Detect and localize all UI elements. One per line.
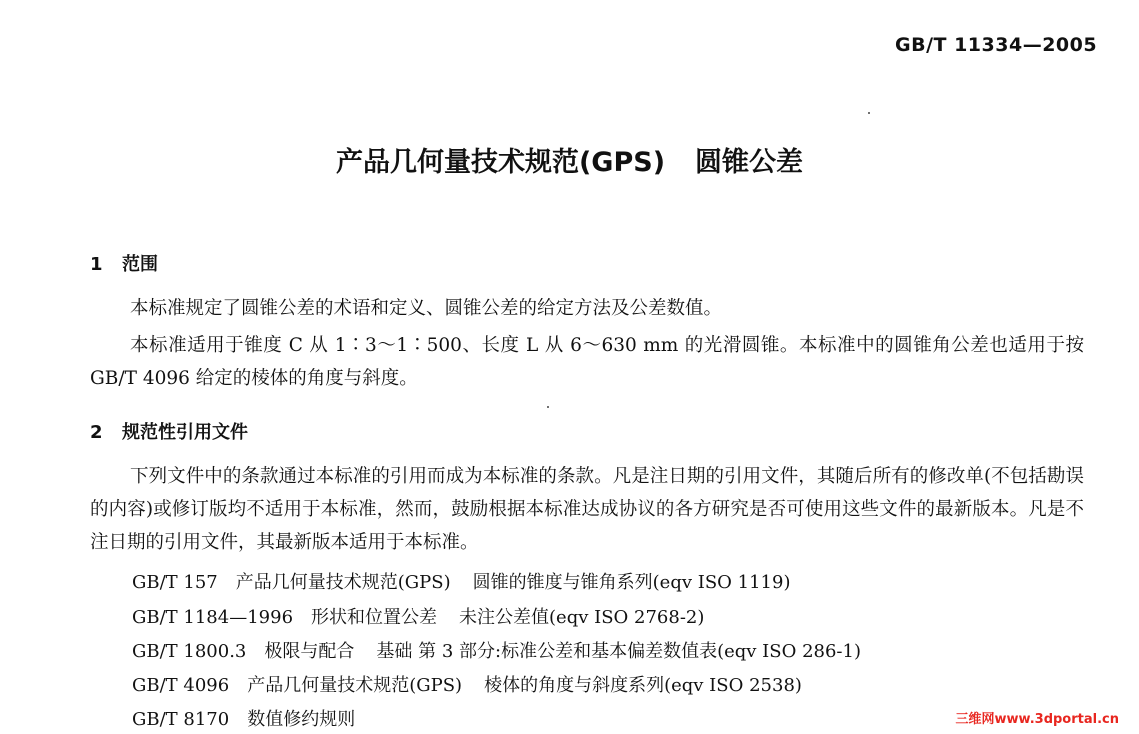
title-sub: 圆锥公差: [695, 147, 804, 178]
section-number: 1: [90, 254, 103, 275]
reference-code: GB/T 1800.3: [132, 641, 247, 662]
reference-name: 形状和位置公差: [311, 607, 438, 628]
reference-part: 未注公差值(eqv ISO 2768-2): [459, 607, 705, 628]
reference-name: 数值修约规则: [247, 709, 356, 730]
reference-name: 产品几何量技术规范(GPS): [235, 572, 451, 593]
reference-item: [132, 671, 802, 697]
reference-code: GB/T 1184—1996: [132, 607, 294, 628]
title-main: 产品几何量技术规范(GPS): [335, 147, 666, 178]
reference-item: [132, 603, 704, 629]
section-number: 2: [90, 422, 103, 443]
reference-part: 圆锥的锥度与锥角系列(eqv ISO 1119): [472, 572, 791, 593]
reference-part: 基础 第 3 部分:标准公差和基本偏差数值表(eqv ISO 286-1): [376, 641, 861, 662]
reference-code: GB/T 157: [132, 572, 218, 593]
reference-part: 棱体的角度与斜度系列(eqv ISO 2538): [484, 675, 802, 696]
reference-name: 极限与配合: [264, 641, 355, 662]
section-1-heading: [90, 250, 158, 276]
section-1-paragraph-1: 本标准规定了圆锥公差的术语和定义、圆锥公差的给定方法及公差数值。: [130, 298, 723, 319]
reference-item: [132, 637, 861, 663]
scan-speck: [868, 112, 870, 114]
reference-code: GB/T 8170: [132, 709, 230, 730]
section-title: 范围: [122, 254, 158, 275]
reference-name: 产品几何量技术规范(GPS): [247, 675, 463, 696]
reference-item: [132, 705, 377, 731]
section-2-paragraph-1: 下列文件中的条款通过本标准的引用而成为本标准的条款。凡是注日期的引用文件，其随后所有的修改单(不包括勘误的内容)或修订版均不适用于本标准，然而，鼓励根据本标准达成协议的各方研究是否可使用这些文件的最新版本。凡是不注日期的引用文件，其最新版本适用于本标准。: [90, 466, 1084, 553]
section-title: 规范性引用文件: [122, 422, 248, 443]
reference-item: [132, 568, 790, 594]
section-2-heading: [90, 418, 248, 444]
document-title: [0, 140, 1139, 179]
scan-speck: [547, 406, 549, 408]
reference-code: GB/T 4096: [132, 675, 230, 696]
section-1-paragraph-2: 本标准适用于锥度 C 从 1∶3～1∶500、长度 L 从 6～630 mm 的光滑圆锥。本标准中的圆锥角公差也适用于按 GB/T 4096 给定的棱体的角度与斜度。: [90, 335, 1084, 389]
watermark: 三维网www.3dportal.cn: [955, 712, 1119, 727]
standard-number: GB/T 11334—2005: [895, 34, 1098, 56]
